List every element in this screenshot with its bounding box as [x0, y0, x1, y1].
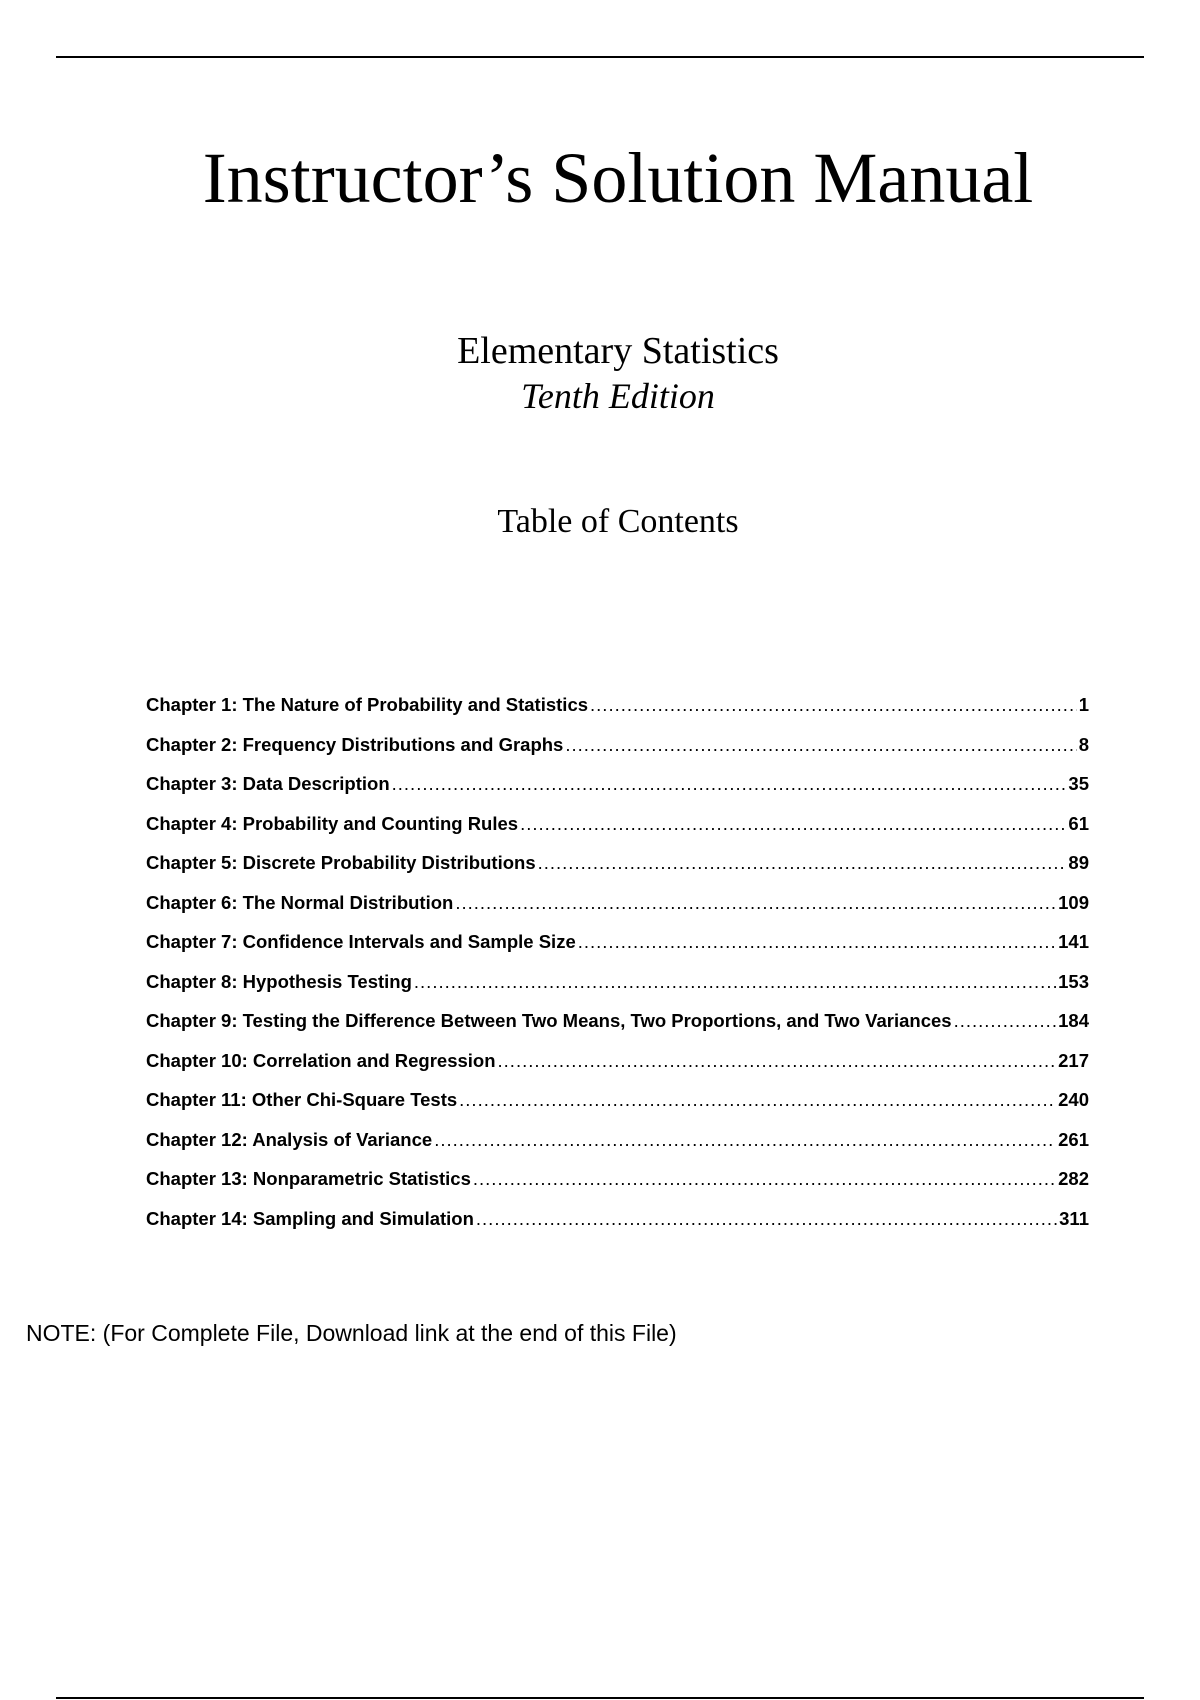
dot-leader	[455, 892, 1056, 914]
dot-leader	[498, 1050, 1057, 1072]
toc-entry-chapter-11[interactable]	[146, 1089, 1089, 1129]
toc-entry-chapter-10[interactable]	[146, 1050, 1089, 1090]
document-title: Instructor’s Solution Manual	[202, 138, 1034, 218]
dot-leader	[520, 813, 1066, 835]
toc-entry-page: 282	[1058, 1168, 1089, 1189]
toc-entry-page: 61	[1068, 812, 1089, 834]
toc-entry-chapter-12[interactable]	[146, 1129, 1089, 1169]
toc-entry-page: 109	[1058, 891, 1089, 913]
toc-entry-page: 311	[1059, 1207, 1089, 1229]
toc-entry-label: Chapter 13: Nonparametric Statistics	[146, 1168, 471, 1189]
dot-leader	[538, 852, 1067, 874]
toc-entry-page: 217	[1058, 1049, 1089, 1071]
toc-entry-page: 261	[1058, 1128, 1089, 1150]
toc-entry-label: Chapter 5: Discrete Probability Distributions	[146, 852, 536, 873]
toc-entry-chapter-9[interactable]	[146, 1010, 1089, 1050]
edition-label: Tenth Edition	[521, 376, 715, 416]
toc-entry-page: 1	[1078, 694, 1089, 715]
toc-entry-page: 89	[1068, 852, 1089, 873]
dot-leader	[434, 1129, 1056, 1151]
table-of-contents	[146, 694, 1089, 1247]
toc-entry-chapter-4[interactable]	[146, 813, 1089, 853]
toc-entry-chapter-3[interactable]	[146, 773, 1089, 813]
toc-entry-label: Chapter 7: Confidence Intervals and Sample Size	[146, 931, 576, 952]
toc-entry-label: Chapter 8: Hypothesis Testing	[146, 970, 412, 992]
dot-leader	[578, 931, 1056, 953]
toc-entry-page: 153	[1058, 970, 1089, 992]
toc-entry-label: Chapter 14: Sampling and Simulation	[146, 1207, 474, 1229]
toc-entry-chapter-8[interactable]	[146, 971, 1089, 1011]
book-title: Elementary Statistics	[457, 330, 779, 372]
toc-entry-chapter-5[interactable]	[146, 852, 1089, 892]
toc-entry-chapter-7[interactable]	[146, 931, 1089, 971]
toc-entry-label: Chapter 3: Data Description	[146, 773, 390, 794]
dot-leader	[414, 971, 1056, 993]
toc-entry-chapter-14[interactable]	[146, 1208, 1089, 1248]
toc-entry-label: Chapter 9: Testing the Difference Between Two Means, Two Proportions, and Two Variances	[146, 1010, 952, 1031]
toc-entry-label: Chapter 6: The Normal Distribution	[146, 891, 454, 913]
toc-entry-chapter-13[interactable]	[146, 1168, 1089, 1208]
toc-entry-label: Chapter 10: Correlation and Regression	[146, 1049, 496, 1071]
bottom-rule	[56, 1697, 1144, 1699]
toc-entry-page: 184	[1058, 1010, 1089, 1031]
toc-entry-page: 35	[1068, 773, 1089, 794]
toc-entry-page: 141	[1058, 931, 1089, 952]
dot-leader	[473, 1168, 1056, 1190]
download-note: NOTE: (For Complete File, Download link at the end of this File)	[26, 1320, 677, 1346]
dot-leader	[954, 1010, 1057, 1032]
toc-entry-page: 8	[1078, 733, 1089, 755]
toc-entry-label: Chapter 12: Analysis of Variance	[146, 1128, 433, 1150]
toc-entry-chapter-1[interactable]	[146, 694, 1089, 734]
dot-leader	[565, 734, 1076, 756]
top-rule	[56, 56, 1144, 58]
toc-entry-label: Chapter 2: Frequency Distributions and Graphs	[146, 733, 564, 755]
toc-entry-label: Chapter 11: Other Chi-Square Tests	[146, 1089, 458, 1110]
toc-entry-label: Chapter 4: Probability and Counting Rules	[146, 812, 519, 834]
toc-entry-chapter-2[interactable]	[146, 734, 1089, 774]
toc-heading: Table of Contents	[497, 503, 739, 540]
dot-leader	[590, 694, 1077, 716]
dot-leader	[476, 1208, 1057, 1230]
dot-leader	[392, 773, 1067, 795]
toc-entry-chapter-6[interactable]	[146, 892, 1089, 932]
toc-entry-page: 240	[1058, 1089, 1089, 1110]
dot-leader	[459, 1089, 1056, 1111]
toc-entry-label: Chapter 1: The Nature of Probability and Statistics	[146, 694, 589, 715]
